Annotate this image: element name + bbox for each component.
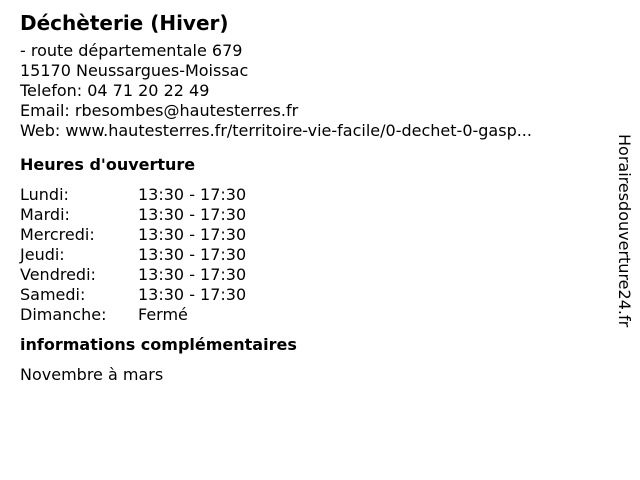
day-label: Mardi:	[20, 205, 70, 224]
time-value: 13:30 - 17:30	[138, 285, 247, 304]
day-label: Samedi:	[20, 285, 86, 304]
hours-row-wednesday	[20, 225, 600, 245]
time-value: 13:30 - 17:30	[138, 225, 247, 244]
city-address: 15170 Neussargues-Moissac	[20, 61, 249, 80]
website-text: Web: www.hautesterres.fr/territoire-vie-facile/0-dechet-0-gasp...	[20, 121, 532, 140]
time-value: 13:30 - 17:30	[138, 245, 247, 264]
hours-row-tuesday	[20, 205, 600, 225]
phone-text: Telefon: 04 71 20 22 49	[20, 81, 210, 100]
additional-info-text: Novembre à mars	[20, 365, 164, 384]
hours-row-thursday	[20, 245, 600, 265]
store-info-card	[20, 10, 600, 385]
day-label: Jeudi:	[20, 245, 65, 264]
opening-hours-table	[20, 185, 600, 325]
day-label: Dimanche:	[20, 305, 107, 324]
opening-hours-heading: Heures d'ouverture	[20, 155, 196, 174]
hours-row-sunday	[20, 305, 600, 325]
day-label: Vendredi:	[20, 265, 96, 284]
hours-row-monday	[20, 185, 600, 205]
street-address: - route départementale 679	[20, 41, 243, 60]
site-watermark: Horairesdouverture24.fr	[615, 134, 634, 328]
time-value: 13:30 - 17:30	[138, 185, 247, 204]
time-value: 13:30 - 17:30	[138, 265, 247, 284]
email-text: Email: rbesombes@hautesterres.fr	[20, 101, 299, 120]
address-block	[20, 41, 600, 141]
additional-info-heading: informations complémentaires	[20, 335, 297, 354]
hours-row-friday	[20, 265, 600, 285]
hours-row-saturday	[20, 285, 600, 305]
time-value: 13:30 - 17:30	[138, 205, 247, 224]
time-value: Fermé	[138, 305, 188, 324]
page-title: Déchèterie (Hiver)	[20, 11, 229, 35]
day-label: Mercredi:	[20, 225, 95, 244]
day-label: Lundi:	[20, 185, 69, 204]
